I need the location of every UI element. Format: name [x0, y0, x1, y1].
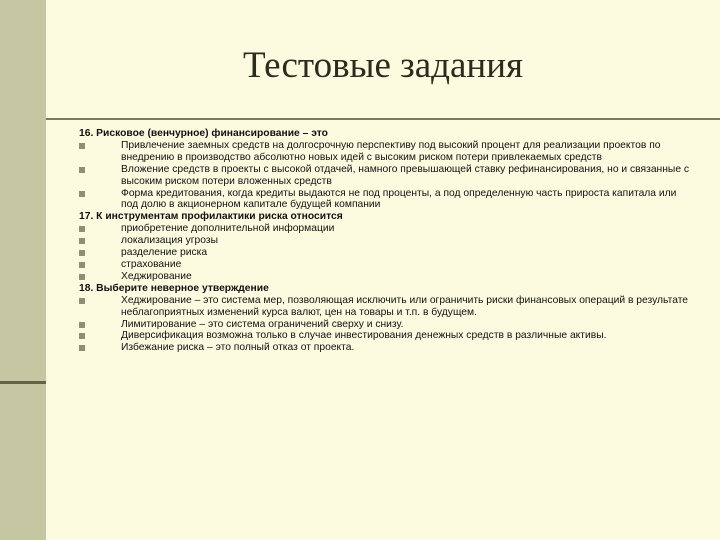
answer-text: Привлечение заемных средств на долгосрочную перспективу под высокий процент для реализации проектов по внедрению в производство абсолютно новых идей с высоким риском потери привлекаемых средств: [121, 139, 661, 163]
answer-text: страхование: [121, 258, 182, 270]
side-bar: [0, 0, 46, 540]
question-18-heading: 18. Выберите неверное утверждение: [79, 282, 269, 294]
answer-option: [79, 271, 691, 283]
title-divider: [46, 118, 720, 120]
answer-text: Вложение средств в проекты с высокой отдачей, намного превышающей ставку рефинансирования, но и связанные с высоким риском потери вложенных средств: [121, 163, 690, 187]
answer-option: [79, 223, 691, 235]
answer-text: Хеджирование: [121, 270, 192, 282]
answer-option: [79, 259, 691, 271]
answer-option: [79, 140, 691, 164]
bullet-icon: [79, 191, 85, 197]
bullet-icon: [79, 250, 85, 256]
side-accent-line: [0, 381, 46, 384]
answer-option: [79, 247, 691, 259]
bullet-icon: [79, 322, 85, 328]
answer-option: [79, 235, 691, 247]
question-17-heading: 17. К инструментам профилактики риска относится: [79, 211, 343, 223]
answer-text: приобретение дополнительной информации: [121, 223, 335, 235]
bullet-icon: [79, 298, 85, 304]
bullet-icon: [79, 226, 85, 232]
bullet-icon: [79, 262, 85, 268]
question-16-heading: 16. Рисковое (венчурное) финансирование – это: [79, 128, 328, 139]
bullet-icon: [79, 333, 85, 339]
slide-content: [79, 128, 691, 354]
answer-text: Лимитирование – это система ограничений сверху и снизу.: [121, 318, 404, 330]
answer-option: [79, 330, 691, 342]
answer-option: [79, 295, 691, 319]
answer-option: [79, 164, 691, 188]
answer-text: локализация угрозы: [121, 235, 218, 247]
answer-option: [79, 319, 691, 331]
bullet-icon: [79, 345, 85, 351]
answer-text: Форма кредитования, когда кредиты выдаются не под проценты, а под определенную часть прироста капитала или под долю в акционерном капитале будущей компании: [121, 187, 677, 211]
answer-text: разделение риска: [121, 247, 208, 259]
answer-text: Хеджирование – это система мер, позволяющая исключить или ограничить риски финансовых операций в результате неблагоприятных изменений курса валют, цен на товары и т.п. в будущем.: [121, 294, 689, 318]
bullet-icon: [79, 167, 85, 173]
bullet-icon: [79, 143, 85, 149]
bullet-icon: [79, 274, 85, 280]
answer-option: [79, 342, 691, 354]
answer-text: Диверсификация возможна только в случае инвестирования денежных средств в различные активы.: [121, 330, 607, 342]
bullet-icon: [79, 238, 85, 244]
answer-option: [79, 188, 691, 212]
slide-title: Тестовые задания: [242, 45, 524, 86]
answer-text: Избежание риска – это полный отказ от проекта.: [121, 342, 355, 354]
